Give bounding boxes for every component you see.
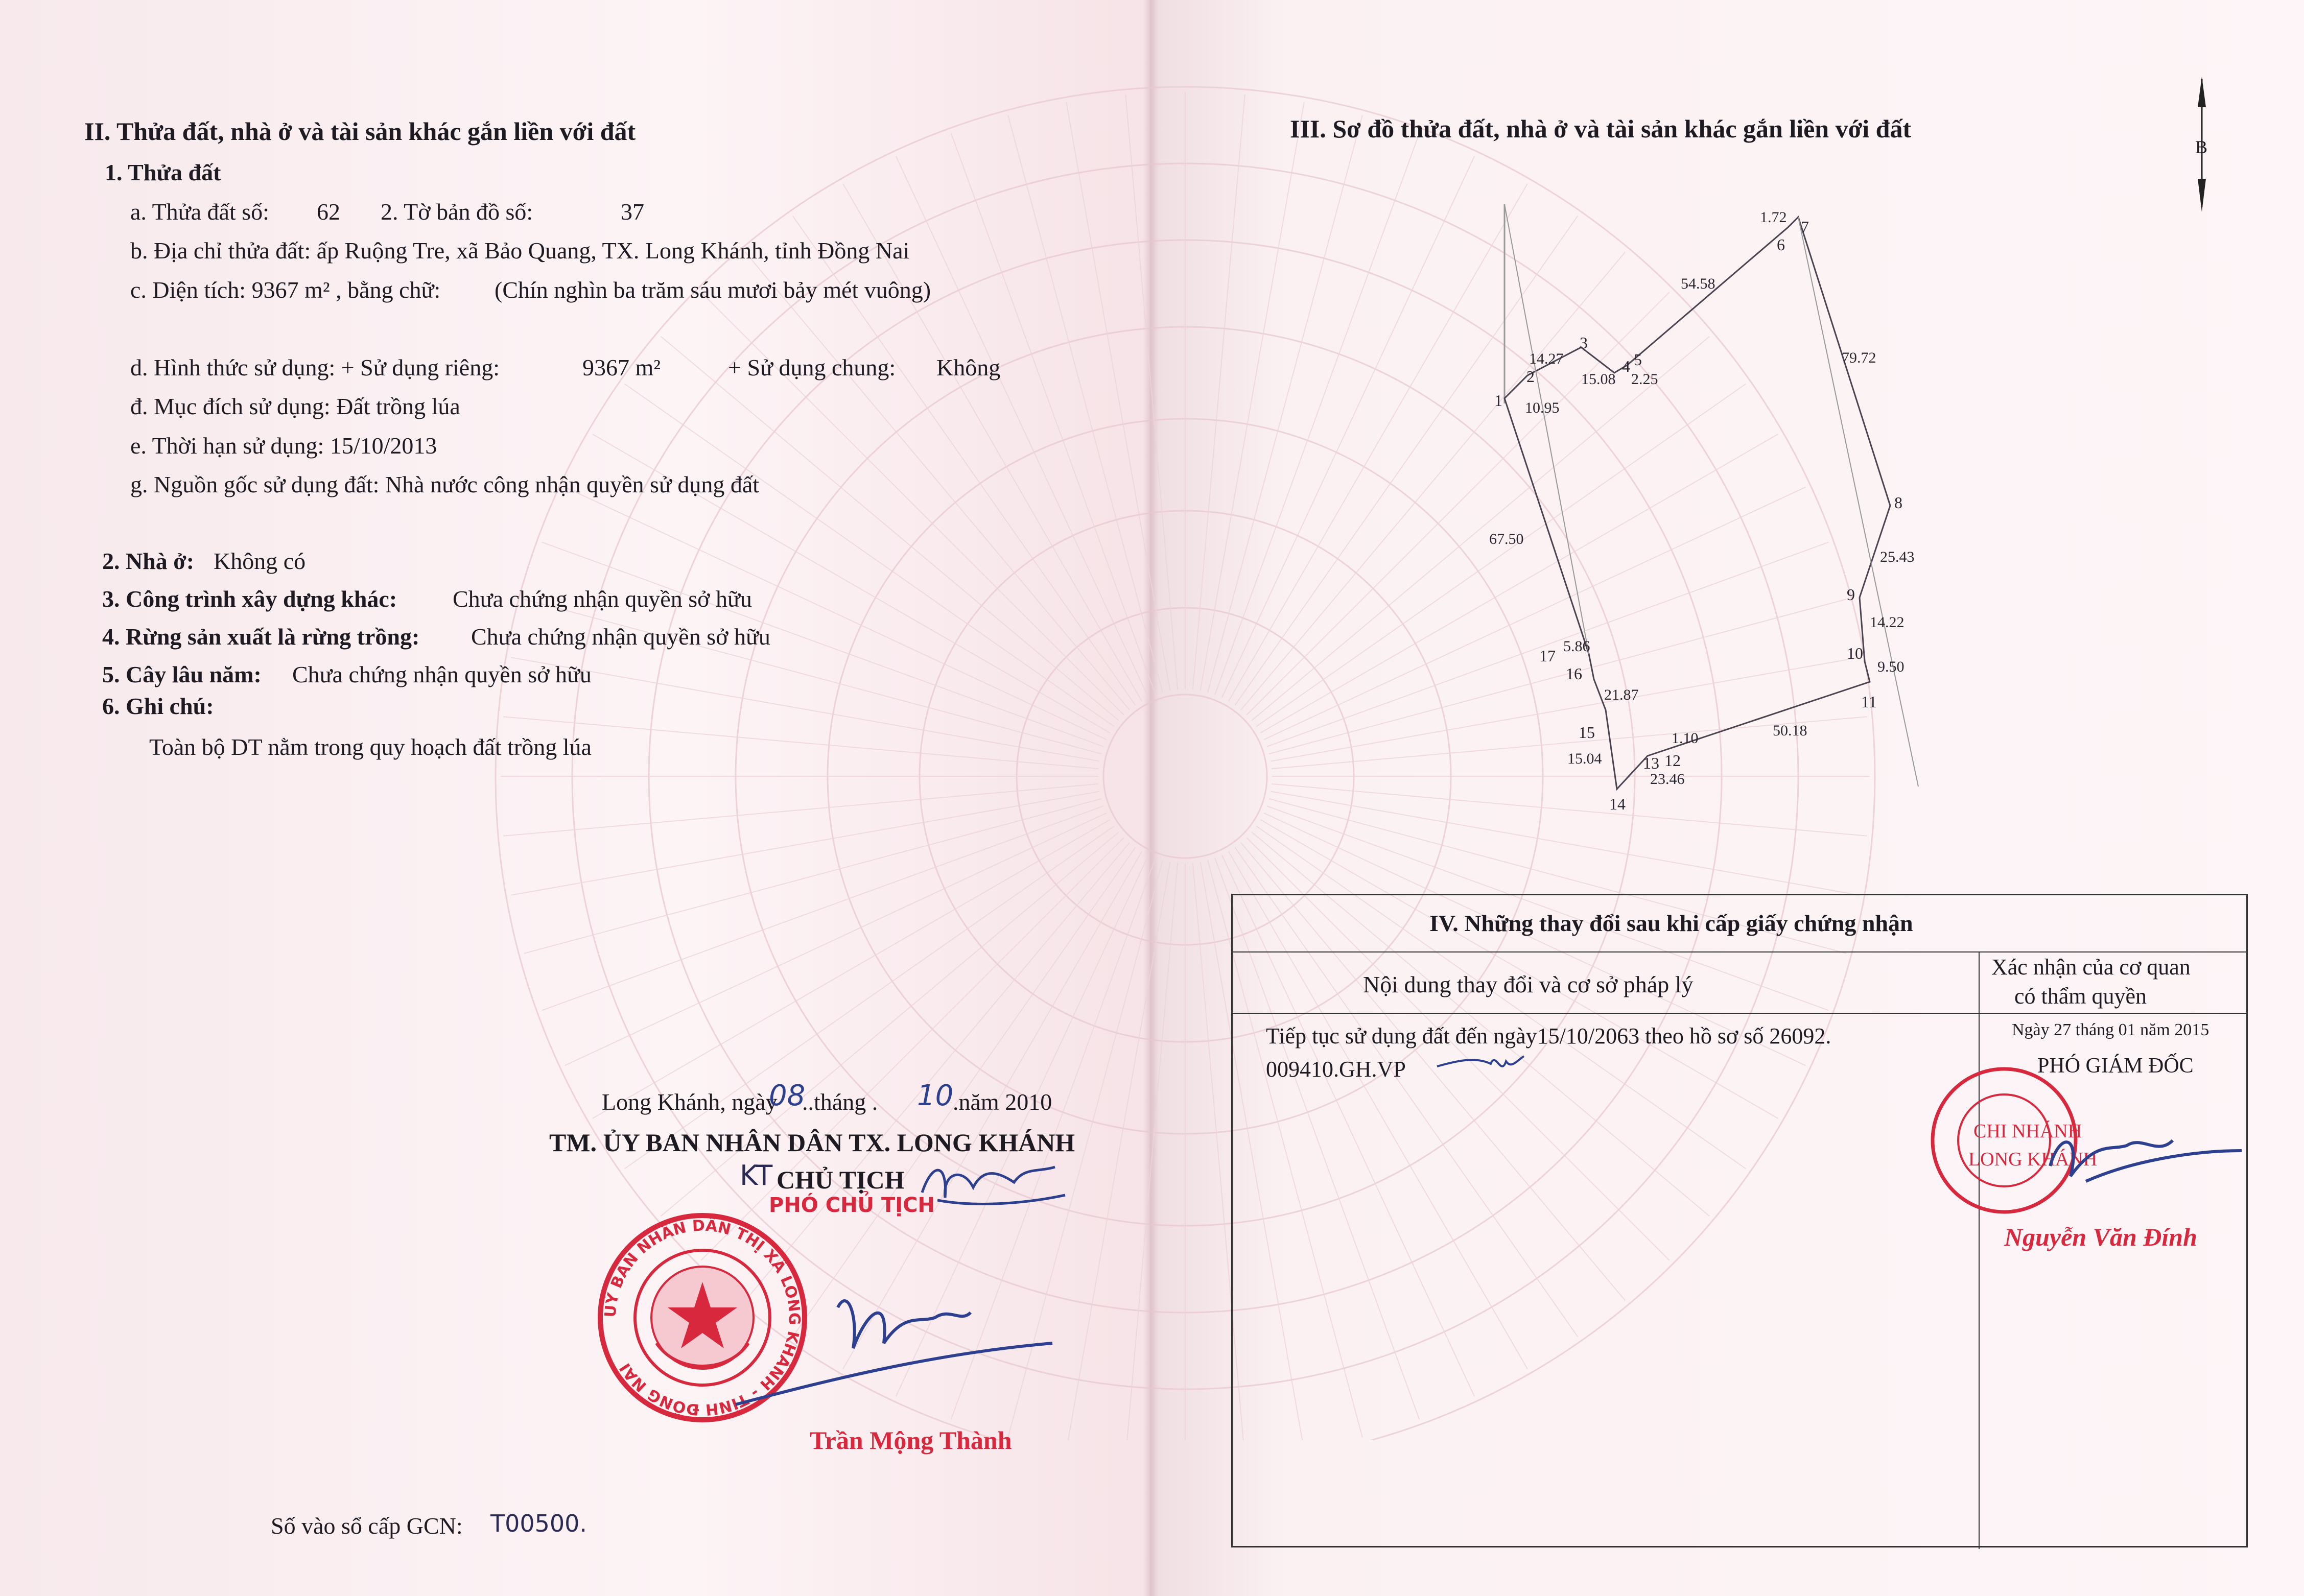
vertex-label: 14 <box>1609 795 1626 813</box>
guilloche-ray <box>624 384 1114 726</box>
address: b. Địa chỉ thửa đất: ấp Ruộng Tre, xã Bảo Quang, TX. Long Khánh, tỉnh Đồng Nai <box>130 237 910 264</box>
change-content-line2: 009410.GH.VP <box>1266 1057 1406 1082</box>
vertex-label: 4 <box>1622 357 1630 375</box>
edge-label: 25.43 <box>1880 549 1915 565</box>
changes-title: IV. Những thay đổi sau khi cấp giấy chứng nhận <box>1429 910 1913 936</box>
vertex-label: 16 <box>1566 664 1582 683</box>
usage-private: 9367 m² <box>582 354 661 380</box>
issue-place: Long Khánh, ngày <box>602 1089 778 1115</box>
parcel-number: 62 <box>317 199 340 225</box>
edge-label: 14.27 <box>1529 350 1564 367</box>
perennial-label: 5. Cây lâu năm: <box>102 661 262 687</box>
changes-title-row <box>1233 895 2246 952</box>
vertex-label: 11 <box>1861 693 1877 711</box>
guilloche-ray <box>524 599 1101 754</box>
north-label: B <box>2195 137 2208 157</box>
guilloche-ray <box>1208 115 1362 693</box>
director-signature <box>2040 1120 2244 1197</box>
vertex-label: 15 <box>1579 723 1595 742</box>
issue-year: .năm 2010 <box>953 1089 1052 1115</box>
edge-label: 79.72 <box>1842 349 1876 366</box>
register-label: Số vào sổ cấp GCN: <box>271 1513 463 1539</box>
chairman-signature <box>705 1277 1063 1440</box>
initial-signature <box>917 1152 1070 1213</box>
edge-label: 10.95 <box>1525 399 1560 416</box>
guilloche-ray <box>503 717 1099 769</box>
vertex-label: 9 <box>1847 585 1855 604</box>
edge-label: 1.10 <box>1672 730 1699 747</box>
guilloche-ray <box>593 820 1110 1118</box>
issuing-authority: TM. ỦY BAN NHÂN DÂN TX. LONG KHÁNH <box>549 1128 1075 1157</box>
guilloche-ray <box>624 826 1114 1169</box>
issue-month: 10 <box>917 1079 954 1112</box>
col-confirm-header-2: có thẩm quyền <box>2014 984 2147 1009</box>
authority-position: CHỦ TỊCH <box>777 1165 905 1194</box>
map-sheet: 37 <box>621 199 644 225</box>
edge-label: 54.58 <box>1681 275 1715 292</box>
usage-form-label: d. Hình thức sử dụng: + Sử dụng riêng: <box>130 354 500 380</box>
vertex-label: 6 <box>1777 235 1785 254</box>
plot-diagram <box>1461 199 1941 827</box>
section-iii-title: III. Sơ đồ thửa đất, nhà ở và tài sản khác gắn liền với đất <box>1290 114 1912 143</box>
guilloche-ray <box>1066 102 1170 690</box>
column-divider <box>1979 951 1980 1549</box>
land-term: e. Thời hạn sử dụng: 15/10/2013 <box>130 433 437 459</box>
notes-label: 6. Ghi chú: <box>102 693 214 719</box>
guilloche-ray <box>1008 115 1163 693</box>
area-words: (Chín nghìn ba trăm sáu mươi bảy mét vuông) <box>495 277 931 303</box>
construction-value: Chưa chứng nhận quyền sở hữu <box>453 586 752 612</box>
edge-label: 9.50 <box>1877 658 1905 675</box>
branch-seal-line1: CHI NHÁNH <box>1973 1121 2082 1142</box>
col-content-header: Nội dung thay đổi và cơ sở pháp lý <box>1363 971 1694 997</box>
guilloche-ray <box>1193 94 1245 690</box>
forest-label: 4. Rừng sản xuất là rừng trồng: <box>102 624 420 650</box>
guilloche-ray <box>511 657 1099 761</box>
col-confirm-header-1: Xác nhận của cơ quan <box>1991 955 2191 980</box>
house-label: 2. Nhà ở: <box>102 548 195 574</box>
branch-seal-line2: LONG KHÁNH <box>1968 1149 2098 1170</box>
guilloche-ray <box>1125 863 1178 1440</box>
land-origin: g. Nguồn gốc sử dụng đất: Nhà nước công nhận quyền sử dụng đất <box>130 471 760 497</box>
edge-label: 2.25 <box>1631 371 1658 388</box>
confirm-date: Ngày 27 tháng 01 năm 2015 <box>2012 1020 2209 1039</box>
changes-table <box>1231 894 2248 1547</box>
seal-text: UỶ BAN NHÂN DÂN THỊ XÃ LONG KHÁNH - TỈNH ĐỒNG NAI <box>601 1217 804 1419</box>
director-name: Nguyễn Văn Đính <box>2004 1223 2197 1251</box>
guilloche-ray <box>745 252 1130 710</box>
vertex-label: 13 <box>1643 754 1659 772</box>
usage-common-label: + Sử dụng chung: <box>728 354 896 380</box>
vertex-label: 10 <box>1847 644 1863 662</box>
plot-guide-line-left <box>1504 204 1589 654</box>
guilloche-ray <box>1201 102 1304 690</box>
edge-label: 1.72 <box>1760 209 1787 226</box>
construction-label: 3. Công trình xây dựng khác: <box>102 586 397 612</box>
guilloche-ray <box>1125 94 1178 690</box>
edge-label: 23.46 <box>1650 771 1685 788</box>
usage-common: Không <box>936 354 1001 380</box>
edge-label: 15.08 <box>1581 371 1616 388</box>
vertex-label: 12 <box>1664 751 1681 770</box>
map-sheet-label: 2. Tờ bản đồ số: <box>381 199 533 225</box>
vertex-label: 3 <box>1580 334 1588 352</box>
vertex-label: 8 <box>1894 493 1902 512</box>
vertex-label: 2 <box>1526 367 1535 386</box>
area-label: c. Diện tích: 9367 m² , bằng chữ: <box>130 277 441 303</box>
edge-label: 5.86 <box>1563 638 1590 655</box>
register-number: T00500. <box>490 1510 587 1537</box>
guilloche-ray <box>951 133 1156 695</box>
signer-name: Trần Mộng Thành <box>810 1426 1012 1455</box>
house-value: Không có <box>214 548 306 574</box>
section-ii-title: II. Thửa đất, nhà ở và tài sản khác gắn liền với đất <box>84 117 636 146</box>
changes-header-row <box>1233 951 2246 1014</box>
notes-value: Toàn bộ DT nằm trong quy hoạch đất trồng lúa <box>149 734 592 760</box>
parcel-number-label: a. Thửa đất số: <box>130 199 269 225</box>
change-initial-signature <box>1435 1046 1526 1087</box>
guilloche-ray <box>503 784 1099 836</box>
vertex-label: 7 <box>1801 218 1809 236</box>
parcel-heading: 1. Thửa đất <box>105 159 221 185</box>
edge-label: 50.18 <box>1773 722 1807 739</box>
issue-month-label: ..tháng . <box>802 1089 878 1115</box>
guilloche-ray <box>661 337 1119 721</box>
confirm-position: PHÓ GIÁM ĐỐC <box>2037 1054 2194 1078</box>
edge-label: 67.50 <box>1489 531 1524 547</box>
vertex-label: 1 <box>1494 391 1502 410</box>
guilloche-ray <box>1215 133 1419 695</box>
change-content-line1: Tiếp tục sử dụng đất đến ngày15/10/2063 theo hồ sơ số 26092. <box>1266 1023 1831 1049</box>
position-prefix: KT <box>740 1159 773 1192</box>
edge-label: 21.87 <box>1604 686 1639 703</box>
vertex-label: 5 <box>1634 350 1642 369</box>
plot-boundary <box>1504 217 1890 789</box>
issue-day: 08 <box>769 1079 806 1112</box>
guilloche-ray <box>542 806 1103 1010</box>
land-purpose: đ. Mục đích sử dụng: Đất trồng lúa <box>130 393 460 419</box>
guilloche-ray <box>524 799 1101 954</box>
edge-label: 15.04 <box>1567 750 1602 767</box>
vertex-label: 17 <box>1539 647 1556 665</box>
forest-value: Chưa chứng nhận quyền sở hữu <box>471 624 770 650</box>
guilloche-ray <box>1066 862 1170 1440</box>
guilloche-ray <box>511 792 1099 895</box>
edge-label: 14.22 <box>1870 614 1905 631</box>
deputy-position: PHÓ CHỦ TỊCH <box>769 1194 935 1217</box>
perennial-value: Chưa chứng nhận quyền sở hữu <box>292 661 592 687</box>
